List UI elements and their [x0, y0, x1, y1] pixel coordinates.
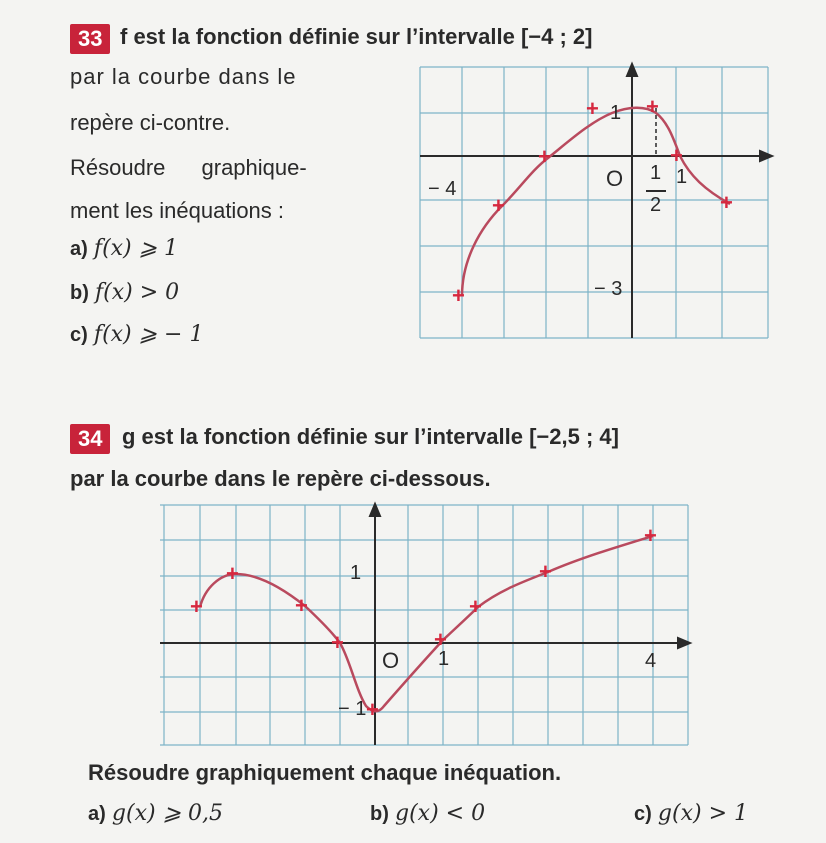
cross-marker: +: [452, 283, 465, 308]
cross-marker: +: [190, 594, 203, 619]
label-half-den: 2: [650, 194, 662, 216]
ex33-line4: Résoudre graphique-: [70, 155, 307, 180]
ex33-line2: par la courbe dans le: [70, 64, 297, 89]
label-one-y: 1: [610, 102, 622, 124]
cross-marker: +: [538, 144, 551, 169]
label-origin: O: [606, 166, 624, 191]
curve-g: [200, 536, 653, 711]
ex33-intro: f est la fonction définie sur l’intervalle [−4 ; 2]: [120, 24, 593, 49]
ex34-item-c: [634, 800, 748, 826]
inequation: g(x) ⩾ 0,5: [111, 801, 223, 826]
label-one-y: 1: [350, 562, 362, 584]
label-one-x: 1: [438, 648, 450, 670]
cross-marker: +: [331, 630, 344, 655]
cross-marker: +: [295, 593, 308, 618]
item-letter: a): [70, 238, 88, 260]
cross-marker: +: [469, 594, 482, 619]
fraction-bar: [646, 190, 666, 192]
inequation: f(x) ⩾ 1: [93, 236, 179, 261]
item-letter: b): [370, 803, 389, 825]
item-letter: b): [70, 282, 89, 304]
ex34-line2: par la courbe dans le repère ci-dessous.: [70, 466, 491, 491]
item-letter: c): [634, 803, 652, 825]
cross-marker: +: [434, 627, 447, 652]
label-four: 4: [645, 650, 657, 672]
axes-ex34: [160, 504, 690, 745]
cross-marker: +: [539, 559, 552, 584]
label-minus3: − 3: [594, 278, 623, 300]
ex34-question: Résoudre graphiquement chaque inéquation.: [88, 760, 562, 785]
exercise-number-33: 33: [70, 24, 110, 54]
exercise-number-34: 34: [70, 424, 110, 454]
label-half-num: 1: [650, 162, 662, 184]
inequation: g(x) < 0: [395, 801, 486, 826]
ex34-intro: g est la fonction définie sur l’intervalle [−2,5 ; 4]: [122, 424, 619, 449]
label-one-x: 1: [676, 166, 688, 188]
ex33-line3: repère ci-contre.: [70, 110, 231, 135]
inequation: g(x) > 1: [657, 801, 748, 826]
ex33-line5: ment les inéquations :: [70, 198, 285, 223]
ex34-item-a: [88, 800, 223, 826]
ex34-item-b: [370, 800, 485, 826]
item-letter: a): [88, 803, 106, 825]
cross-marker: +: [670, 143, 683, 168]
cross-marker: +: [226, 561, 239, 586]
cross-marker: +: [644, 523, 657, 548]
label-origin: O: [382, 648, 400, 673]
label-minus4: − 4: [428, 178, 457, 200]
cross-marker: +: [492, 193, 505, 218]
inequation: f(x) ⩾ − 1: [93, 322, 204, 347]
cross-marker: +: [720, 190, 733, 215]
label-minus1: − 1: [338, 698, 367, 720]
cross-marker: +: [646, 94, 659, 119]
grid-ex34: [160, 505, 688, 745]
cross-marker: +: [586, 96, 599, 121]
item-letter: c): [70, 324, 88, 346]
ex33-item-b: [70, 279, 179, 305]
ex33-item-a: [70, 235, 178, 261]
cross-marker: +: [366, 697, 379, 722]
inequation: f(x) > 0: [95, 280, 180, 305]
ex33-item-c: [70, 321, 203, 347]
